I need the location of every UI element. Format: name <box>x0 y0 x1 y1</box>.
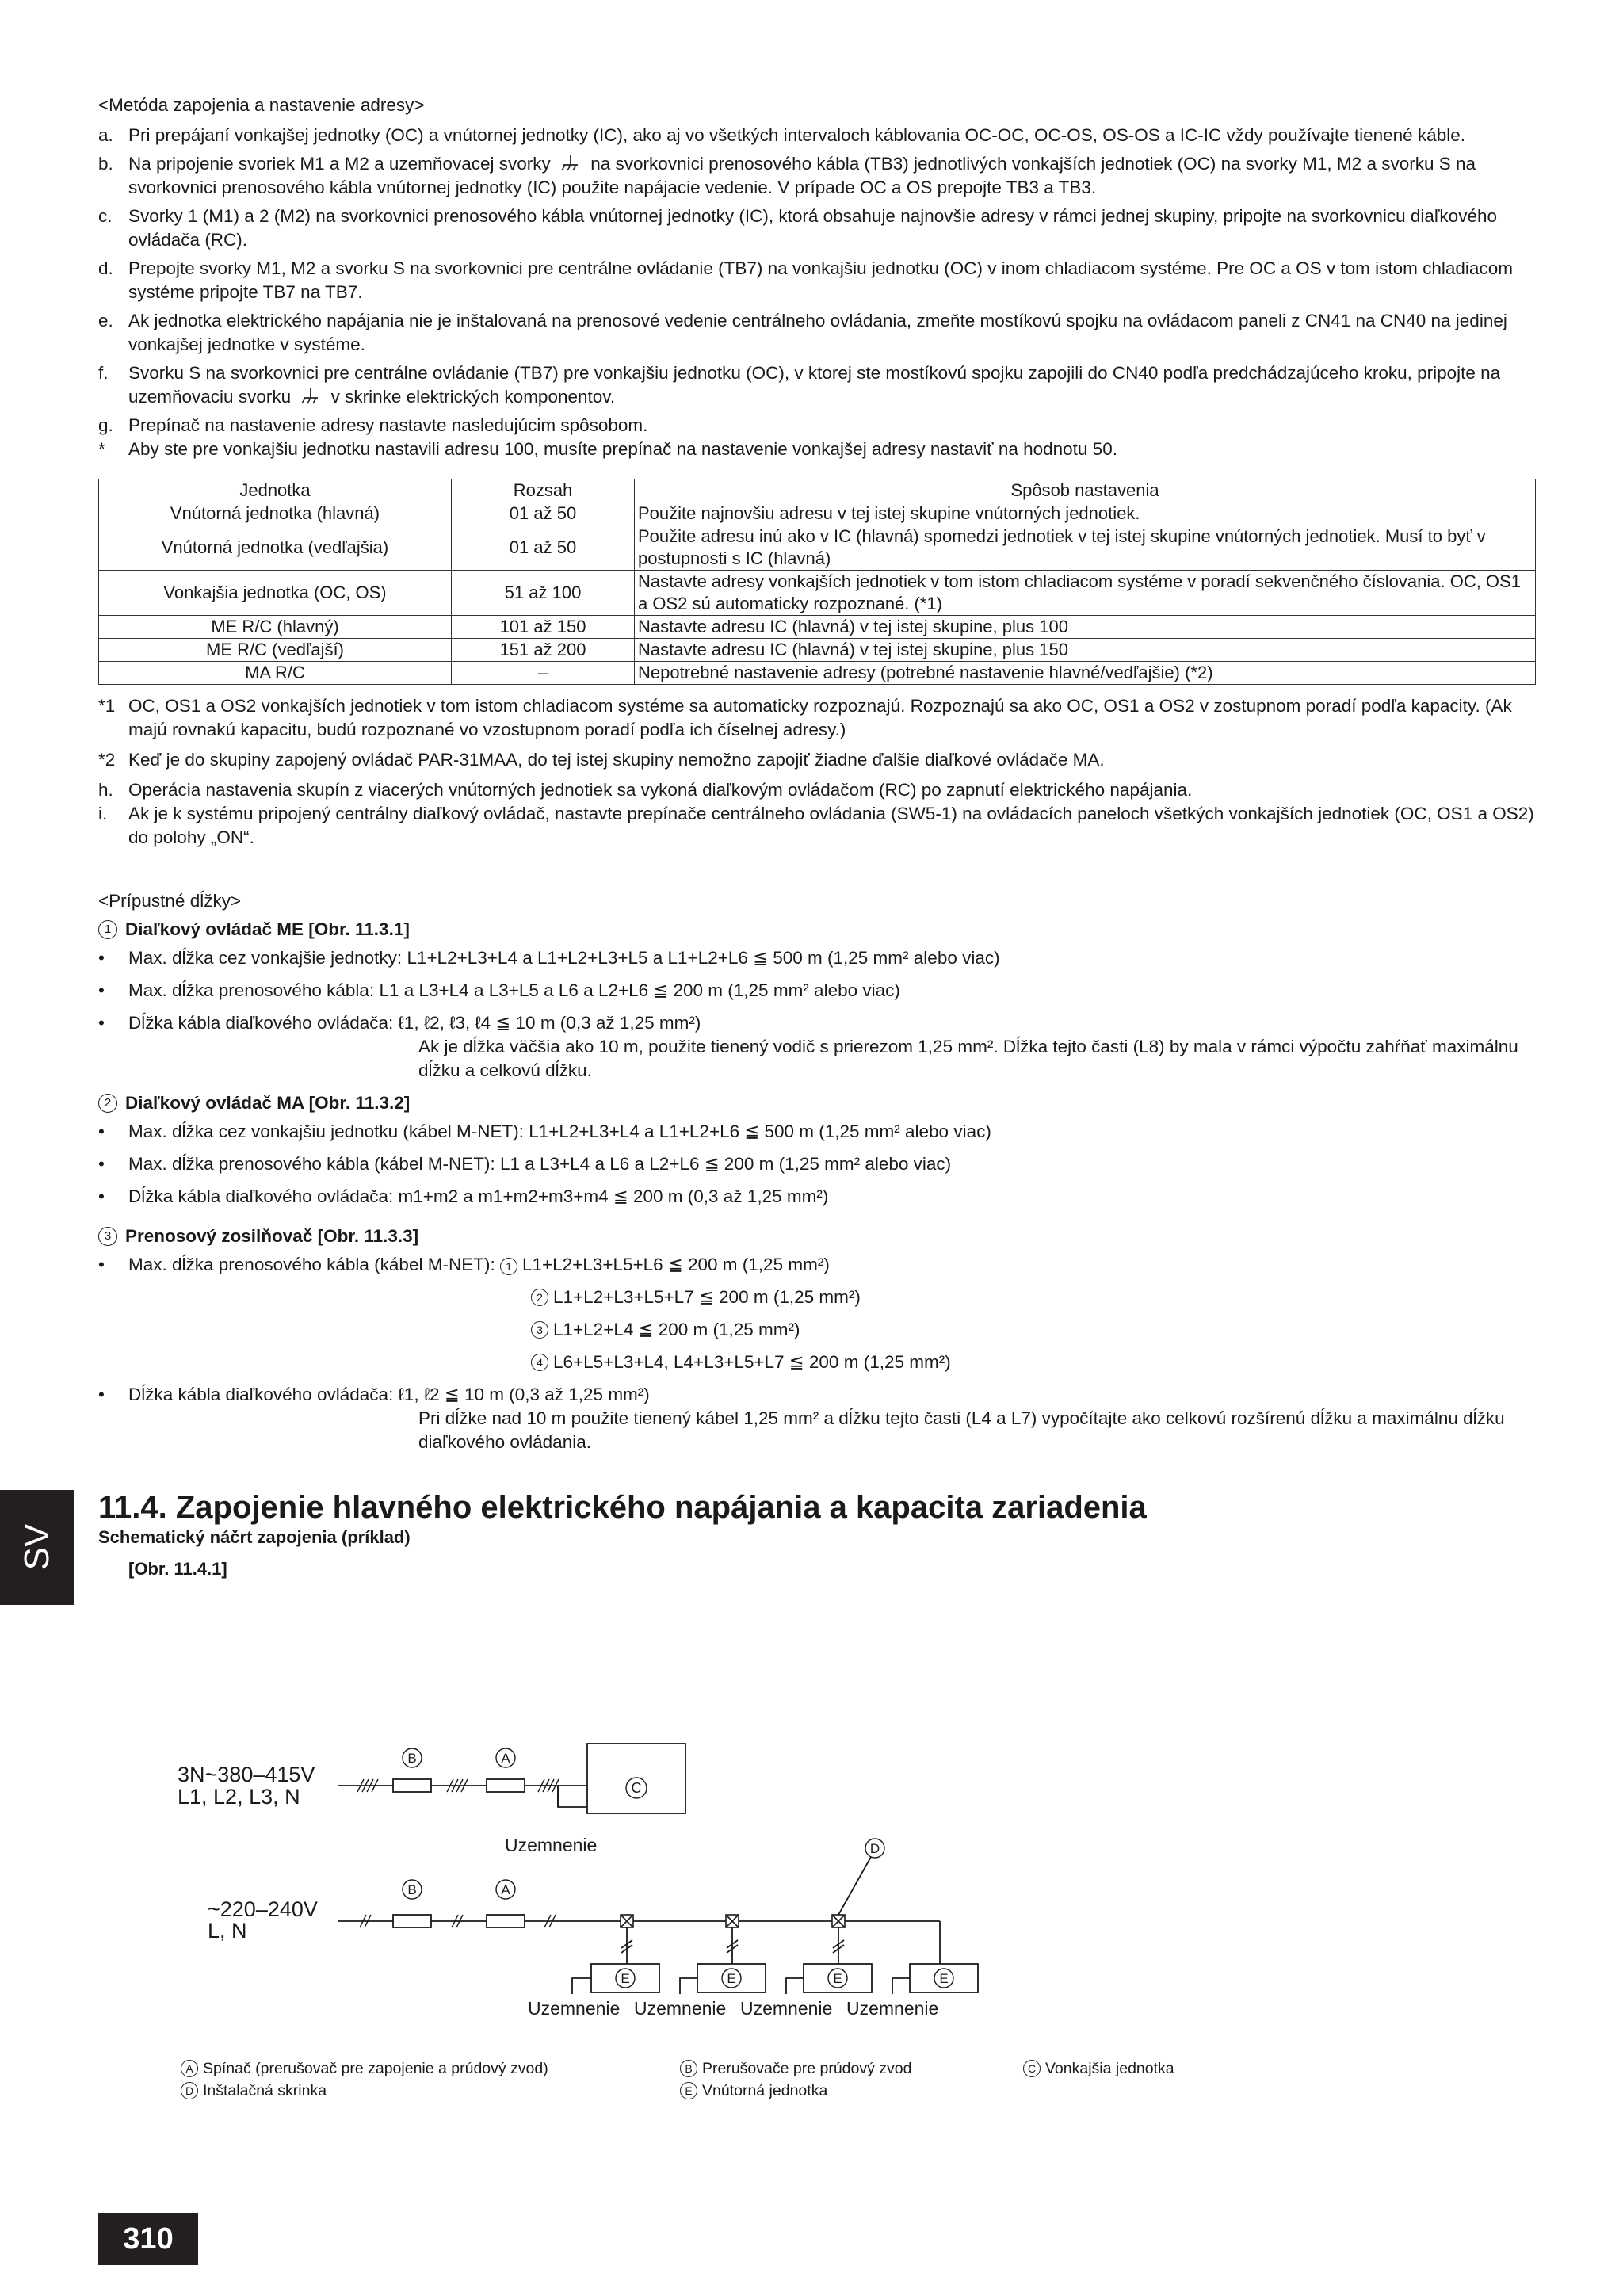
bullet-icon: • <box>98 980 105 1000</box>
marker-letter: C <box>631 1780 642 1796</box>
instruction-text-part2: v skrinke elektrických komponentov. <box>330 387 616 407</box>
note-mark: *2 <box>98 750 116 770</box>
formula-line <box>531 1350 1541 1374</box>
table-header-row <box>99 479 1536 502</box>
subsection-title: Diaľkový ovládač MA [Obr. 11.3.2] <box>125 1093 411 1113</box>
bullet-item <box>98 1253 1541 1277</box>
table-row <box>99 525 1536 571</box>
supply-label: 3N~380–415V <box>178 1763 315 1786</box>
legend-item <box>181 2080 680 2102</box>
bullet-label: Max. dĺžka cez vonkajšiu jednotku (kábel M-NET): <box>128 1121 524 1141</box>
marker-letter: E <box>727 1971 736 1986</box>
bullet-label: Max. dĺžka cez vonkajšie jednotky: <box>128 948 403 968</box>
table-cell: Nastavte adresu IC (hlavná) v tej istej skupine, plus 150 <box>635 639 1536 662</box>
instruction-e <box>98 309 1541 357</box>
supply-line-single-phase <box>338 1915 940 1927</box>
ground-label: Uzemnenie <box>740 1998 833 2019</box>
bullet-icon: • <box>98 1186 105 1206</box>
bullet-label: Max. dĺžka prenosového kábla (kábel M-NET): <box>128 1255 495 1274</box>
permissible-lengths <box>98 889 1541 1454</box>
instruction-text-part1: Svorku S na svorkovnici pre centrálne ovládanie (TB7) pre vonkajšiu jednotku (OC), v ktorej ste mostíkovú spojku zapojili do CN40 podľa predchádzajúceho kroku, pripojte na uzemňovaciu svorku <box>128 363 1501 407</box>
note-mark: *1 <box>98 696 116 716</box>
table-row <box>99 639 1536 662</box>
table-header: Jednotka <box>99 479 452 502</box>
bullet-formula: ℓ1, ℓ2, ℓ3, ℓ4 ≦ 10 m (0,3 až 1,25 mm²) <box>398 1013 701 1033</box>
bullet-formula: ℓ1, ℓ2 ≦ 10 m (0,3 až 1,25 mm²) <box>398 1385 650 1404</box>
table-row <box>99 616 1536 639</box>
table-cell: Použite adresu inú ako v IC (hlavná) spomedzi jednotiek v tej istej skupine vnútorných jednotiek. Musí to byť v postupnosti s IC (hlavná) <box>635 525 1536 571</box>
instruction-text <box>128 152 1541 200</box>
marker-letter: D <box>869 1841 880 1856</box>
legend-marker: A <box>181 2060 198 2077</box>
circled-number: 2 <box>98 1094 117 1113</box>
legend-marker: E <box>680 2082 697 2099</box>
diagram-legend <box>181 2057 1369 2102</box>
legend-marker: D <box>181 2082 198 2099</box>
ground-wire <box>558 1786 587 1807</box>
instruction-a <box>98 124 1541 147</box>
instruction-i <box>98 802 1541 850</box>
instruction-mark: d. <box>98 258 113 278</box>
legend-item <box>680 2080 827 2102</box>
ground-label: Uzemnenie <box>505 1835 598 1855</box>
marker-letter: E <box>939 1971 949 1986</box>
instruction-c <box>98 204 1541 252</box>
bullet-formula: L6+L5+L3+L4, L4+L3+L5+L7 ≦ 200 m (1,25 mm²) <box>553 1352 951 1372</box>
language-tab <box>0 1490 74 1605</box>
section-subtitle: Schematický náčrt zapojenia (príklad) <box>98 1527 411 1547</box>
page-content <box>98 94 1541 1581</box>
bullet-icon: • <box>98 1013 105 1033</box>
bullet-icon: • <box>98 1385 105 1404</box>
instruction-note <box>98 437 1541 461</box>
bullet-label: Dĺžka kábla diaľkového ovládača: <box>128 1385 394 1404</box>
bullet-label: Max. dĺžka prenosového kábla: <box>128 980 375 1000</box>
legend-item <box>1023 2057 1174 2080</box>
instruction-mark: e. <box>98 311 113 330</box>
instruction-list <box>98 124 1541 461</box>
table-cell: ME R/C (vedľajší) <box>99 639 452 662</box>
legend-marker: C <box>1023 2060 1041 2077</box>
instruction-g <box>98 414 1541 437</box>
legend-row <box>181 2057 1369 2080</box>
subsection-title: Diaľkový ovládač ME [Obr. 11.3.1] <box>125 919 410 939</box>
table-cell: 151 až 200 <box>452 639 635 662</box>
table-cell: Nepotrebné nastavenie adresy (potrebné nastavenie hlavné/vedľajšie) (*2) <box>635 662 1536 685</box>
table-header: Spôsob nastavenia <box>635 479 1536 502</box>
legend-text: Vnútorná jednotka <box>702 2082 828 2099</box>
instruction-mark: a. <box>98 125 113 145</box>
instruction-d <box>98 257 1541 304</box>
instruction-text: Ak jednotka elektrického napájania nie je inštalovaná na prenosové vedenie centrálneho ovládania, zmeňte mostíkovú spojku na ovládacom paneli z CN41 na CN40 na jedinej vonkajšej jednotke v systéme. <box>128 311 1507 354</box>
bullet-formula: L1+L2+L3+L4 a L1+L2+L6 ≦ 500 m (1,25 mm² alebo viac) <box>529 1121 991 1141</box>
circled-number: 3 <box>98 1227 117 1246</box>
note-1 <box>98 694 1541 742</box>
ground-terminal-icon <box>300 387 321 406</box>
marker-c <box>626 1778 647 1798</box>
ground-label: Uzemnenie <box>846 1998 939 2019</box>
bullet-item <box>98 1011 1541 1035</box>
circled-number: 2 <box>531 1289 548 1306</box>
note-text: Ak je k systému pripojený centrálny diaľkový ovládač, nastavte prepínače centrálneho ovládania (SW5-1) na ovládacích paneloch všetkých vonkajších jednotiek (OC, OS1 a OS2) do polohy „ON“. <box>128 804 1534 847</box>
bullet-formula: m1+m2 a m1+m2+m3+m4 ≦ 200 m (0,3 až 1,25 mm²) <box>398 1186 829 1206</box>
bullet-label: Max. dĺžka prenosového kábla (kábel M-NET): <box>128 1154 495 1174</box>
subsection-heading <box>98 918 1541 942</box>
bullet-note: Ak je dĺžka väčšia ako 10 m, použite tienený vodič s prierezom 1,25 mm². Dĺžka tejto časti (L8) by mala v rámci výpočtu zahŕňať maximálnu dĺžku a celkovú dĺžku. <box>418 1037 1518 1080</box>
instruction-h <box>98 778 1541 802</box>
note-2 <box>98 748 1541 772</box>
marker-letter: E <box>621 1971 630 1986</box>
bullet-icon: • <box>98 1255 105 1274</box>
circled-number: 1 <box>98 920 117 939</box>
table-cell: Nastavte adresy vonkajších jednotiek v tom istom chladiacom systéme v poradí sekvenčného číslovania. OC, OS1 a OS2 sú automaticky rozpoznané. (*1) <box>635 571 1536 616</box>
note-text: OC, OS1 a OS2 vonkajších jednotiek v tom istom chladiacom systéme sa automaticky rozpoznajú. Rozpoznajú sa ako OC, OS1 a OS2 v zostupnom poradí podľa kapacity. (Ak majú rovnakú kapacitu, budú rozpoznané vo vzostupnom poradí podľa ich číselnej adresy.) <box>128 696 1512 739</box>
note-mark: h. <box>98 780 113 800</box>
supply-label: ~220–240V <box>208 1897 318 1921</box>
legend-text: Inštalačná skrinka <box>203 2082 327 2099</box>
bullet-label: Dĺžka kábla diaľkového ovládača: <box>128 1013 394 1033</box>
bullet-note: Pri dĺžke nad 10 m použite tienený kábel 1,25 mm² a dĺžku tejto časti (L4 a L7) vypočítajte ako celkovú rozšírenú dĺžku a maximálnu dĺžku diaľkového ovládania. <box>418 1408 1505 1452</box>
legend-text: Spínač (prerušovač pre zapojenie a prúdový zvod) <box>203 2060 548 2077</box>
marker-letter: A <box>501 1882 510 1897</box>
table-cell: Vnútorná jednotka (vedľajšia) <box>99 525 452 571</box>
figure-label: [Obr. 11.4.1] <box>128 1559 227 1579</box>
note-mark: i. <box>98 804 108 823</box>
table-cell: Vonkajšia jednotka (OC, OS) <box>99 571 452 616</box>
marker-letter: B <box>407 1751 417 1766</box>
indoor-unit-drops <box>621 1857 940 1964</box>
marker-b-bottom <box>403 1880 422 1899</box>
ground-label: Uzemnenie <box>528 1998 621 2019</box>
page-number: 310 <box>98 2213 198 2265</box>
table-cell: Použite najnovšiu adresu v tej istej skupine vnútorných jednotiek. <box>635 502 1536 525</box>
subsection-title: Prenosový zosilňovač [Obr. 11.3.3] <box>125 1226 419 1246</box>
table-cell: ME R/C (hlavný) <box>99 616 452 639</box>
instruction-text: Prepínač na nastavenie adresy nastavte nasledujúcim spôsobom. <box>128 415 648 435</box>
bullet-icon: • <box>98 1121 105 1141</box>
table-cell: 51 až 100 <box>452 571 635 616</box>
bullet-formula: L1 a L3+L4 a L3+L5 a L6 a L2+L6 ≦ 200 m (1,25 mm² alebo viac) <box>379 980 900 1000</box>
marker-a-bottom <box>496 1880 515 1899</box>
instruction-mark: c. <box>98 206 113 226</box>
formula-line <box>531 1286 1541 1309</box>
instruction-text: Svorky 1 (M1) a 2 (M2) na svorkovnici prenosového kábla vnútornej jednotky (IC), ktorá obsahuje najnovšie adresy v rámci jednej skupiny, pripojte na svorkovnicu diaľkového ovládača (RC). <box>128 206 1497 250</box>
bullet-label: Dĺžka kábla diaľkového ovládača: <box>128 1186 394 1206</box>
instruction-mark: g. <box>98 415 113 435</box>
table-cell: 01 až 50 <box>452 502 635 525</box>
legend-marker: B <box>680 2060 697 2077</box>
instruction-text-part1: Na pripojenie svoriek M1 a M2 a uzemňovacej svorky <box>128 154 551 174</box>
bullet-item <box>98 946 1541 970</box>
note-text: Operácia nastavenia skupín z viacerých vnútorných jednotiek sa vykoná diaľkovým ovládačom (RC) po zapnutí elektrického napájania. <box>128 780 1193 800</box>
table-row <box>99 502 1536 525</box>
marker-letter: E <box>833 1971 842 1986</box>
bullet-icon: • <box>98 1154 105 1174</box>
instruction-f <box>98 361 1541 409</box>
marker-letter: A <box>501 1751 510 1766</box>
bullet-icon: • <box>98 948 105 968</box>
circled-number: 3 <box>531 1321 548 1339</box>
ground-terminal-icon <box>560 154 581 173</box>
legend-text: Prerušovače pre prúdový zvod <box>702 2060 912 2077</box>
table-notes <box>98 694 1541 850</box>
bullet-formula: L1 a L3+L4 a L6 a L2+L6 ≦ 200 m (1,25 mm² alebo viac) <box>499 1154 952 1174</box>
note-text: Keď je do skupiny zapojený ovládač PAR-31MAA, do tej istej skupiny nemožno zapojiť žiadne ďalšie diaľkové ovládače MA. <box>128 750 1105 770</box>
formula-line <box>531 1318 1541 1342</box>
lengths-heading: <Prípustné dĺžky> <box>98 891 242 911</box>
instruction-text <box>128 361 1541 409</box>
address-settings-table <box>98 479 1536 685</box>
bullet-item <box>98 1120 1541 1144</box>
bullet-formula: L1+L2+L4 ≦ 200 m (1,25 mm²) <box>553 1320 800 1339</box>
language-code: SV <box>17 1523 56 1571</box>
instruction-mark: f. <box>98 363 109 383</box>
bullet-formula: L1+L2+L3+L5+L7 ≦ 200 m (1,25 mm²) <box>553 1287 861 1307</box>
legend-text: Vonkajšia jednotka <box>1045 2060 1174 2077</box>
supply-label: L, N <box>208 1919 247 1943</box>
bullet-formula: L1+L2+L3+L4 a L1+L2+L3+L5 a L1+L2+L6 ≦ 500 m (1,25 mm² alebo viac) <box>407 948 1000 968</box>
instruction-text: Pri prepájaní vonkajšej jednotky (OC) a vnútornej jednotky (IC), ako aj vo všetkých intervaloch káblovania OC-OC, OC-OS, OS-OS a IC-IC vždy používajte tienené káble. <box>128 125 1465 145</box>
instruction-mark: * <box>98 439 105 459</box>
instruction-mark: b. <box>98 154 113 174</box>
table-header: Rozsah <box>452 479 635 502</box>
subsection-heading <box>98 1224 1541 1248</box>
table-row <box>99 571 1536 616</box>
bullet-formula: L1+L2+L3+L5+L6 ≦ 200 m (1,25 mm²) <box>521 1255 830 1274</box>
instruction-text: Prepojte svorky M1, M2 a svorku S na svorkovnici pre centrálne ovládanie (TB7) na vonkajšiu jednotku (OC) v inom chladiacom systéme. Pre OC a OS v tom istom chladiacom systéme pripojte TB7 na TB7. <box>128 258 1513 302</box>
section-title: 11.4. Zapojenie hlavného elektrického napájania a kapacita zariadenia <box>98 1490 1147 1525</box>
legend-row <box>181 2080 1369 2102</box>
marker-b-top <box>403 1748 422 1767</box>
supply-line-three-phase <box>338 1779 587 1807</box>
table-cell: MA R/C <box>99 662 452 685</box>
legend-item <box>181 2057 680 2080</box>
marker-letter: B <box>407 1882 417 1897</box>
table-row <box>99 662 1536 685</box>
supply-label: L1, L2, L3, N <box>178 1785 300 1809</box>
wiring-diagram <box>98 1718 1049 2035</box>
outdoor-unit-box <box>587 1744 685 1813</box>
marker-a-top <box>496 1748 515 1767</box>
subsection-heading <box>98 1091 1541 1115</box>
indoor-units <box>591 1964 978 1992</box>
instruction-text: Aby ste pre vonkajšiu jednotku nastavili adresu 100, musíte prepínač na nastavenie vonkajšej adresy nastaviť na hodnotu 50. <box>128 439 1117 459</box>
table-cell: – <box>452 662 635 685</box>
table-cell: Nastavte adresu IC (hlavná) v tej istej skupine, plus 100 <box>635 616 1536 639</box>
bullet-item <box>98 1383 1541 1407</box>
table-cell: 01 až 50 <box>452 525 635 571</box>
circled-number: 1 <box>500 1258 517 1275</box>
marker-d <box>865 1839 884 1858</box>
table-cell: 101 až 150 <box>452 616 635 639</box>
table-cell: Vnútorná jednotka (hlavná) <box>99 502 452 525</box>
ground-label: Uzemnenie <box>634 1998 727 2019</box>
bullet-item <box>98 979 1541 1003</box>
circled-number: 4 <box>531 1354 548 1371</box>
method-heading: <Metóda zapojenia a nastavenie adresy> <box>98 95 425 115</box>
legend-item <box>680 2057 1023 2080</box>
bullet-item <box>98 1185 1541 1209</box>
bullet-item <box>98 1152 1541 1176</box>
instruction-b <box>98 152 1541 200</box>
instruction-text-part2: na svorkovnici prenosového kábla (TB3) jednotlivých vonkajších jednotiek (OC) na svorky M1, M2 a svorku S na svorkovnici prenosového kábla vnútornej jednotky (IC) použite napájacie vedenie. V prípade OC a OS prepojte TB3 a TB3. <box>128 154 1476 197</box>
